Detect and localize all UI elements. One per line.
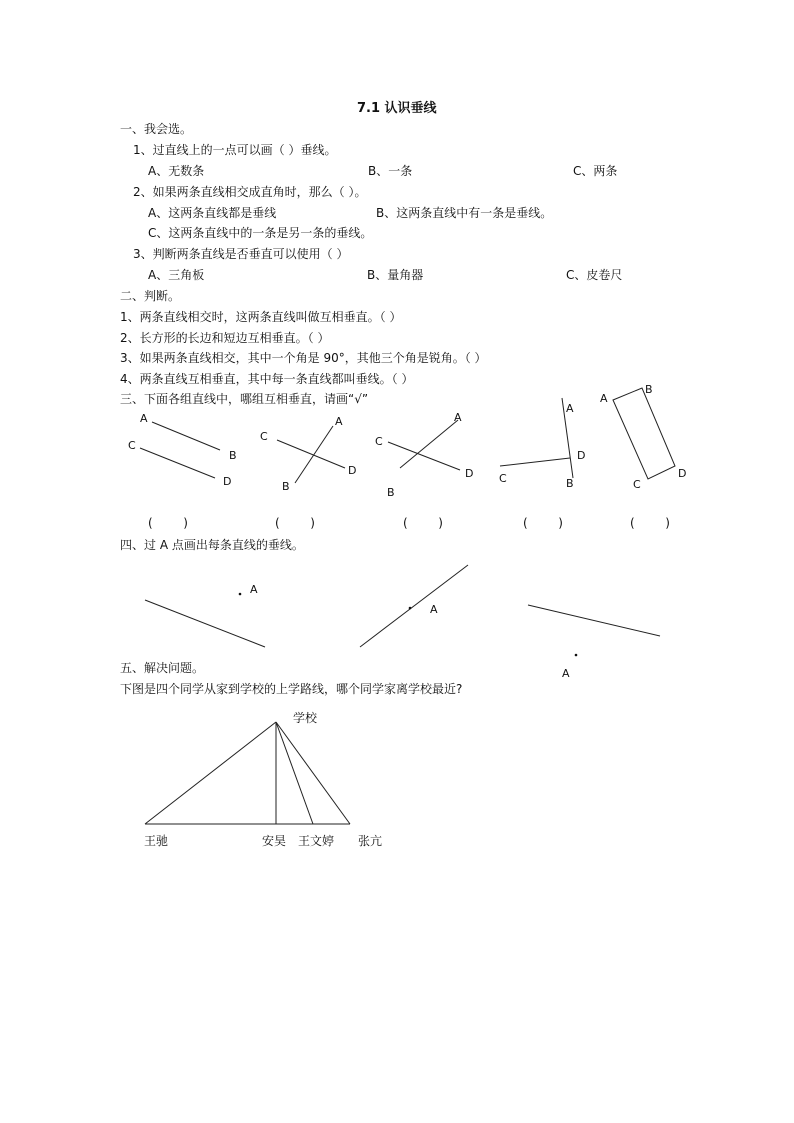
judge-item-1: 1、两条直线相交时，这两条直线叫做互相垂直。（ ）: [120, 310, 402, 324]
s3-g4-label-c: C: [499, 472, 507, 485]
q2-option-b: B、这两条直线中有一条是垂线。: [376, 206, 553, 220]
section5-heading: 五、解决问题。: [120, 661, 205, 675]
s5-school-label: 学校: [293, 711, 318, 725]
s3-g3-line-cd: [388, 442, 460, 470]
s3-g4-line-cd: [500, 458, 570, 466]
s4-point-2-label: A: [430, 603, 438, 616]
s3-g2-label-b: B: [282, 480, 290, 493]
s5-route-wangwenting: [276, 722, 313, 824]
s3-g3-label-d: D: [465, 467, 474, 480]
s4-point-2: [409, 607, 412, 610]
s3-g3-label-c: C: [375, 435, 383, 448]
s5-student-wangchi: 王驰: [144, 834, 169, 848]
s3-answer-blank-5[interactable]: ( ): [630, 516, 670, 530]
s3-answer-blank-3[interactable]: ( ): [403, 516, 443, 530]
q2-option-a: A、这两条直线都是垂线: [148, 206, 277, 220]
q2-option-c: C、这两条直线中的一条是另一条的垂线。: [148, 226, 373, 240]
s5-question: 下图是四个同学从家到学校的上学路线，哪个同学家离学校最近?: [120, 682, 463, 696]
s5-route-zhangkang: [276, 722, 350, 824]
judge-item-4: 4、两条直线互相垂直，其中每一条直线都叫垂线。（ ）: [120, 372, 414, 386]
section1-heading: 一、我会选。: [120, 122, 193, 136]
s5-route-wangchi: [145, 722, 276, 824]
q3-text: 3、判断两条直线是否垂直可以使用（ ）: [133, 247, 349, 261]
section4-heading: 四、过 A 点画出每条直线的垂线。: [120, 538, 304, 552]
q2-text: 2、如果两条直线相交成直角时，那么（ ）。: [133, 185, 367, 199]
s3-g2-line-cd: [277, 440, 345, 468]
q3-option-c: C、皮卷尺: [566, 268, 623, 282]
q3-option-b: B、量角器: [367, 268, 424, 282]
s4-line-3: [528, 605, 660, 636]
page-title: 7.1 认识垂线: [357, 101, 437, 116]
section3-heading: 三、下面各组直线中，哪组互相垂直，请画“√”: [120, 392, 369, 406]
s3-g2-line-ab: [295, 426, 333, 483]
s3-g3-label-a: A: [454, 411, 462, 424]
s3-g1-label-c: C: [128, 439, 136, 452]
s3-g1-label-a: A: [140, 412, 148, 425]
s5-student-wangwenting: 王文婷: [298, 834, 335, 848]
q1-text: 1、过直线上的一点可以画（ ）垂线。: [133, 143, 337, 157]
q1-option-a: A、无数条: [148, 164, 205, 178]
s3-g4-label-d: D: [577, 449, 586, 462]
s5-student-anhao: 安昊: [262, 834, 287, 848]
s3-g1-label-d: D: [223, 475, 232, 488]
s3-answer-blank-2[interactable]: ( ): [275, 516, 315, 530]
q1-option-b: B、一条: [368, 164, 413, 178]
s3-g5-label-b: B: [645, 383, 653, 396]
s4-point-3-label: A: [562, 667, 570, 680]
s4-line-1: [145, 600, 265, 647]
s4-line-2: [360, 565, 468, 647]
s3-g4-label-a: A: [566, 402, 574, 415]
s3-g1-label-b: B: [229, 449, 237, 462]
s3-g5-label-a: A: [600, 392, 608, 405]
s3-answer-blank-4[interactable]: ( ): [523, 516, 563, 530]
section2-heading: 二、判断。: [120, 289, 181, 303]
s4-point-1-label: A: [250, 583, 258, 596]
s3-g2-label-d: D: [348, 464, 357, 477]
s3-g5-rectangle: [613, 388, 675, 479]
judge-item-3: 3、如果两条直线相交，其中一个角是 90°，其他三个角是锐角。（ ）: [120, 351, 487, 365]
s3-g1-line-ab: [152, 422, 220, 450]
s4-point-3: [575, 654, 578, 657]
s4-point-1: [239, 593, 242, 596]
s3-g1-line-cd: [140, 448, 215, 478]
s3-g4-label-b: B: [566, 477, 574, 490]
s3-answer-blank-1[interactable]: ( ): [148, 516, 188, 530]
s5-student-zhangkang: 张亢: [358, 834, 383, 848]
s3-g3-label-b: B: [387, 486, 395, 499]
s3-g2-label-c: C: [260, 430, 268, 443]
s3-g5-label-d: D: [678, 467, 687, 480]
q1-option-c: C、两条: [573, 164, 618, 178]
q3-option-a: A、三角板: [148, 268, 205, 282]
s3-g3-line-ab: [400, 420, 458, 468]
judge-item-2: 2、长方形的长边和短边互相垂直。（ ）: [120, 331, 330, 345]
s3-g5-label-c: C: [633, 478, 641, 491]
s3-g2-label-a: A: [335, 415, 343, 428]
